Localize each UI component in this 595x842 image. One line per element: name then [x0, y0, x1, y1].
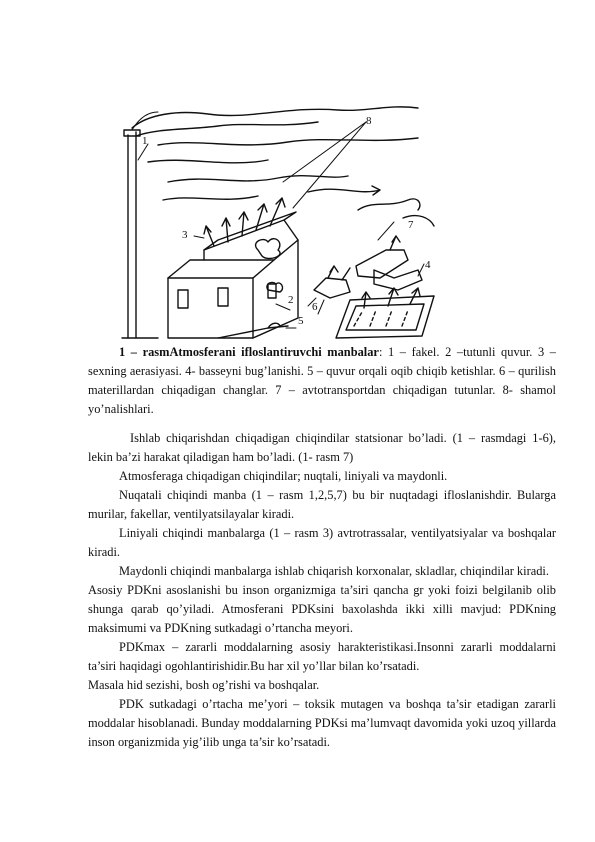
- paragraph: PDKmax – zararli moddalarning asosiy harakteristikasi.Insonni zararli moddalarni ta’siri haqidagi ogohlantirishidir.Bu har xil yo’llar bilan ko’rsatadi.: [88, 640, 556, 673]
- paragraph: PDK sutkadagi o’rtacha me’yori – toksik mutagen va boshqa ta’sir etadigan zararli moddalar hisoblanadi. Bunday moddalarning PDKsi ma’lumvaqt davomida yoki uzoq yillarda inson organizmida yig’ilib unga ta’sir ko’rsatadi.: [88, 697, 557, 749]
- paragraph: Masala hid sezishi, bosh og’rishi va boshqalar.: [88, 678, 320, 692]
- caption-title: 1 – rasmAtmosferani ifloslantiruvchi manbalar: [119, 345, 379, 359]
- paragraph: Liniyali chiqindi manbalarga (1 – rasm 3) avtrotrassalar, ventilyatsiyalar va boshqalar kiradi.: [88, 526, 556, 559]
- figure-label-8: 8: [366, 115, 372, 127]
- paragraph: Maydonli chiqindi manbalarga ishlab chiqarish korxonalar, skladlar, chiqindilar kiradi.: [119, 564, 549, 578]
- body-text: [88, 429, 556, 752]
- figure-label-2: 2: [288, 294, 294, 306]
- paragraph: Ishlab chiqarishdan chiqadigan chiqindilar statsionar bo’ladi. (1 – rasmdagi 1-6), lekin ba’zi harakat qiladigan ham bo’ladi. (1- rasm 7): [88, 431, 556, 464]
- figure-label-6: 6: [312, 301, 318, 313]
- figure-caption: [88, 343, 556, 419]
- figure-label-1: 1: [142, 135, 148, 147]
- figure-label-5: 5: [298, 315, 304, 327]
- paragraph: Asosiy PDKni asoslanishi bu inson organizmiga ta’siri qancha gr yoki foizi belgilanib olib shunga qarab qo’yiladi. Atmosferani PDKsini baxolashda ikki xilli mavjud: PDKning maksimumi va PDKning sutkadagi o’rtancha meyori.: [88, 583, 556, 635]
- figure-label-4: 4: [425, 259, 431, 271]
- figure-label-7: 7: [408, 219, 414, 231]
- figure-label-3: 3: [182, 229, 188, 241]
- paragraph: Nuqatali chiqindi manba (1 – rasm 1,2,5,7) bu bir nuqtadagi ifloslanishdir. Bularga murilar, fakellar, ventilyatsilayalar kiradi.: [88, 488, 556, 521]
- paragraph: Atmosferaga chiqadigan chiqindilar; nuqtali, liniyali va maydonli.: [119, 469, 448, 483]
- caption-body: : 1 – fakel. 2 –tutunli quvur. 3 – sexning aerasiyasi. 4- basseyni bug’lanishi. 5 – quvur orqali oqib chiqib ketishlar. 6 – qurilish materillardan chiqadigan changlar. 7 – avtotransportdan chiqadigan tutunlar. 8- shamol yo’nalishlari.: [88, 345, 556, 416]
- pollution-sources-illustration: [118, 100, 438, 343]
